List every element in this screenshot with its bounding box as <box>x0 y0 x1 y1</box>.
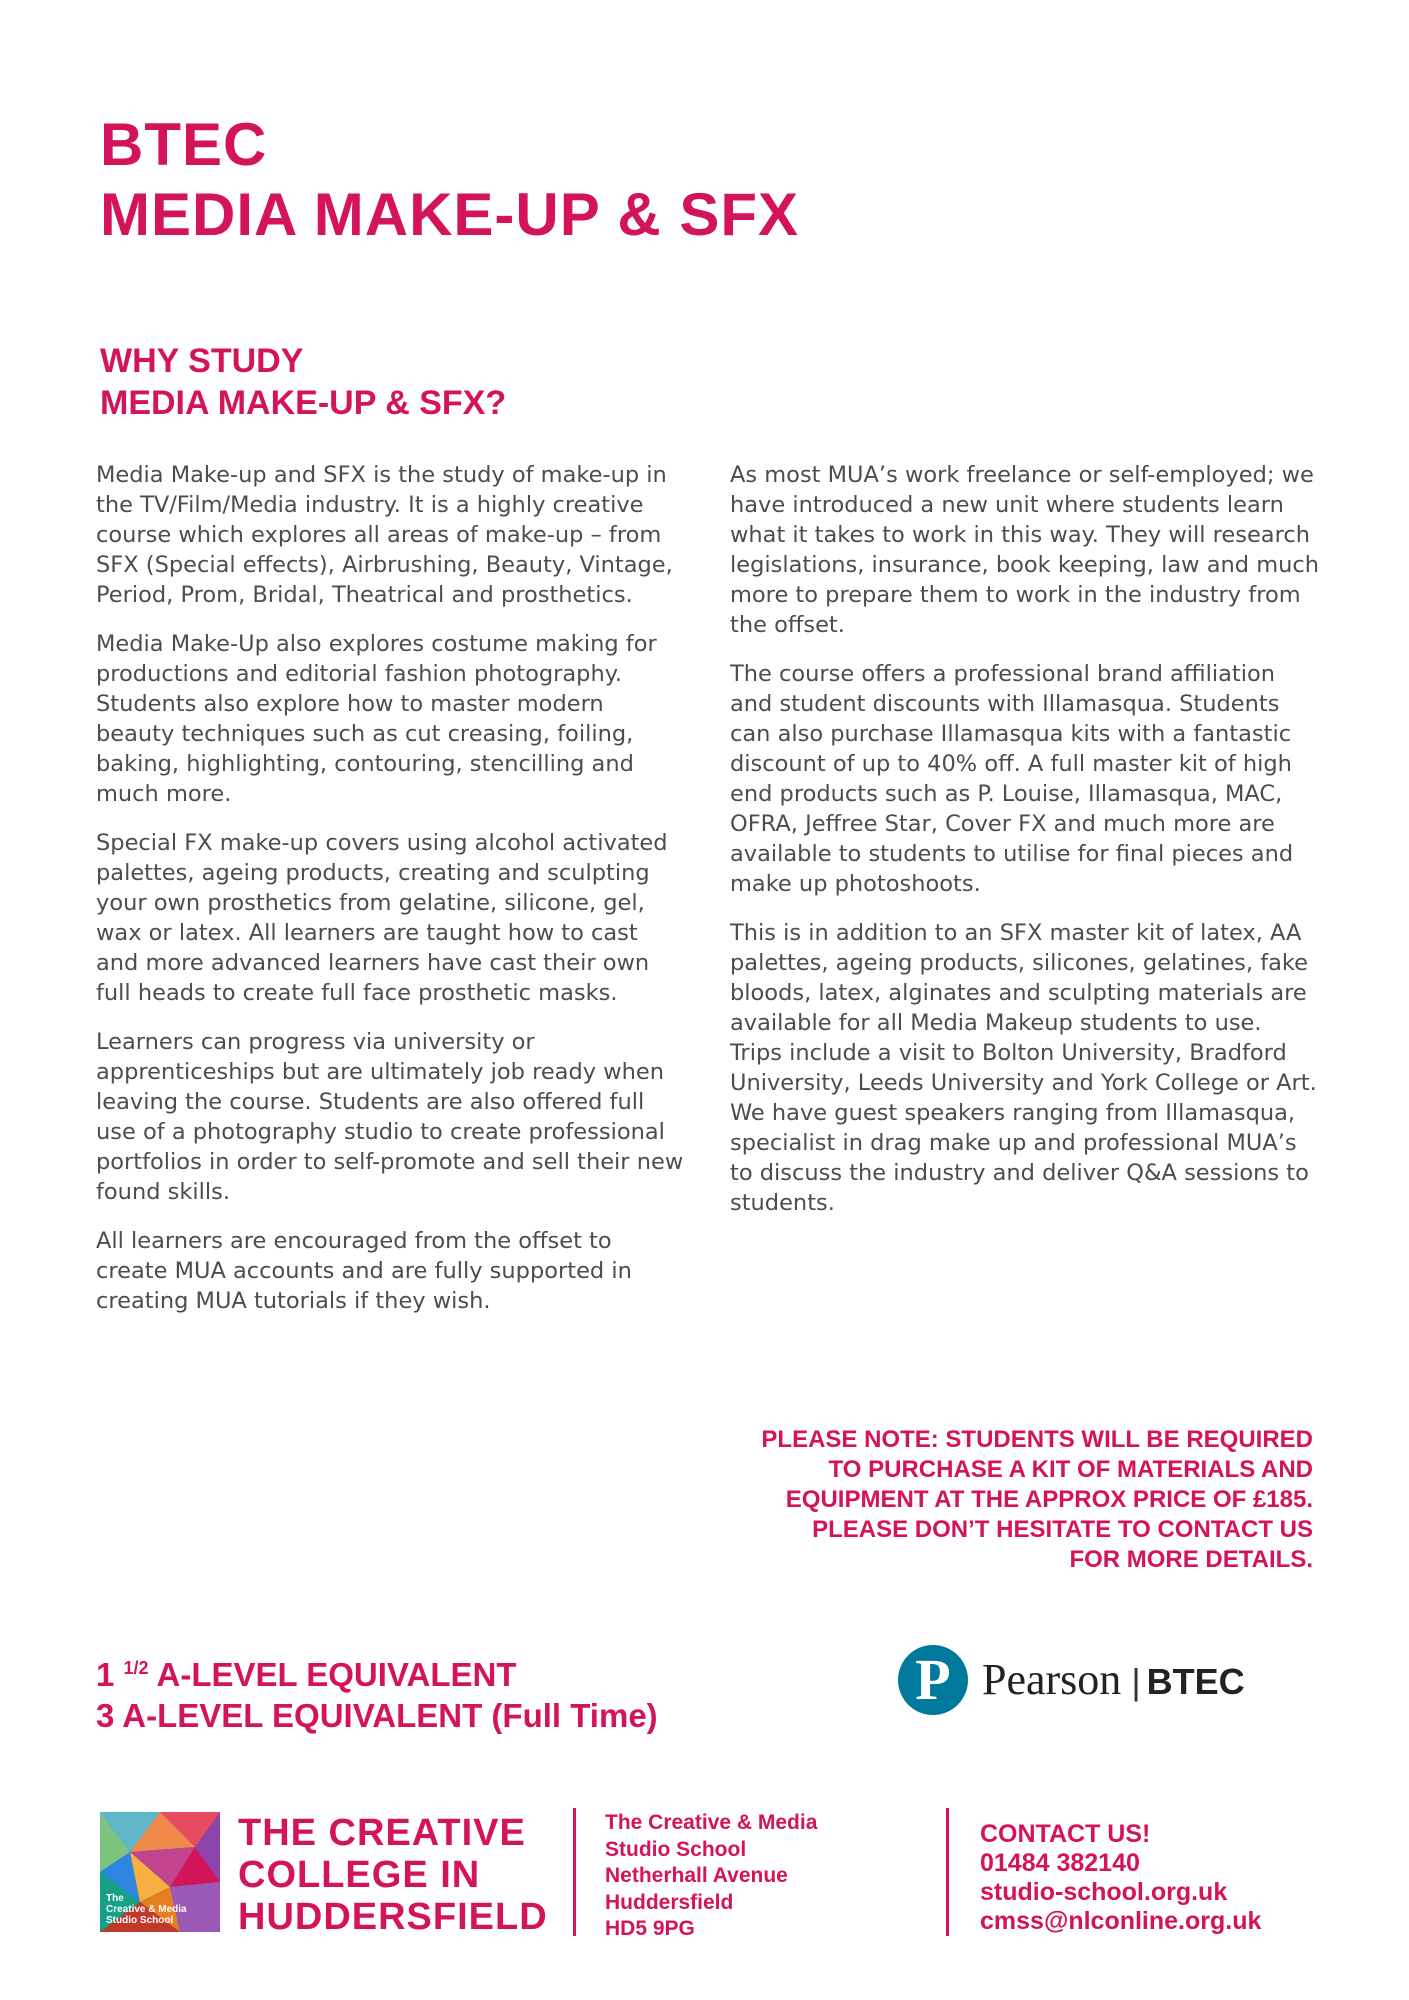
left-paragraph-4: Learners can progress via university or apprenticeships but are ultimately job ready when leaving the course. Students are also offered full use of a photography studio to create professional portfolios in order to self-promote and sell their new found skills. <box>96 1029 684 1205</box>
left-paragraph-2: Media Make-Up also explores costume making for productions and editorial fashion photography. Students also explore how to master modern beauty techniques such as cut creasing, foiling, baking, highlighting, contouring, stencilling and much more. <box>96 631 657 807</box>
equivalence-number: 1 <box>96 1656 115 1693</box>
note-line-5: FOR MORE DETAILS. <box>1069 1546 1313 1573</box>
pearson-btec-logo <box>898 1645 1298 1725</box>
pearson-separator: | <box>1131 1661 1141 1702</box>
pearson-wordmark <box>982 1655 1245 1707</box>
pearson-name: Pearson <box>982 1655 1122 1704</box>
equivalence-line-1 <box>96 1648 658 1695</box>
equivalence-line-2: 3 A-LEVEL EQUIVALENT (Full Time) <box>96 1697 658 1734</box>
equivalence-text: A-LEVEL EQUIVALENT <box>156 1656 517 1693</box>
right-paragraph-2: The course offers a professional brand affiliation and student discounts with Illamasqua. Students can also purchase Illamasqua kits with a fantastic discount of up to 40% off. A full master kit of high end products such as P. Louise, Illamasqua, MAC, OFRA, Jeffree Star, Cover FX and much more are available to students to utilise for final pieces and make up photoshoots. <box>730 661 1294 897</box>
college-line-3: HUDDERSFIELD <box>238 1896 548 1938</box>
page-title <box>100 110 799 250</box>
note-line-2: TO PURCHASE A KIT OF MATERIALS AND <box>828 1456 1313 1483</box>
contact-phone[interactable]: 01484 382140 <box>980 1849 1140 1877</box>
contact-heading: CONTACT US! <box>980 1820 1151 1848</box>
note-line-4: PLEASE DON’T HESITATE TO CONTACT US <box>812 1516 1313 1543</box>
logo-text <box>106 1893 187 1926</box>
left-paragraph-1: Media Make-up and SFX is the study of make-up in the TV/Film/Media industry. It is a highly creative course which explores all areas of make-up – from SFX (Special effects), Airbrushing, Beauty, Vintage, Period, Prom, Bridal, Theatrical and prosthetics. <box>96 462 673 608</box>
studio-school-logo <box>100 1812 220 1932</box>
address-line-5: HD5 9PG <box>605 1917 695 1940</box>
college-line-2: COLLEGE IN <box>238 1854 481 1896</box>
address-line-1: The Creative & Media <box>605 1811 818 1834</box>
footer-divider-2 <box>946 1808 949 1936</box>
contact-email[interactable]: cmss@nlconline.org.uk <box>980 1907 1262 1935</box>
pearson-btec-text: BTEC <box>1146 1661 1245 1702</box>
footer-divider-1 <box>573 1808 576 1936</box>
address-line-3: Netherhall Avenue <box>605 1864 788 1887</box>
section-heading <box>100 340 506 424</box>
subtitle-line-2: MEDIA MAKE-UP & SFX? <box>100 384 507 422</box>
kit-price-note <box>693 1425 1313 1575</box>
logo-line-3: Studio School <box>106 1915 174 1926</box>
left-column <box>96 460 686 1335</box>
college-line-1: THE CREATIVE <box>238 1812 526 1854</box>
right-column <box>730 460 1320 1237</box>
pearson-p-icon: P <box>898 1645 968 1715</box>
left-paragraph-3: Special FX make-up covers using alcohol activated palettes, ageing products, creating and sculpting your own prosthetics from gelatine, silicone, gel, wax or latex. All learners are taught how to cast and more advanced learners have cast their own full heads to create full face prosthetic masks. <box>96 830 668 1006</box>
address-line-4: Huddersfield <box>605 1890 734 1914</box>
title-line-2: MEDIA MAKE-UP & SFX <box>100 181 800 248</box>
college-name <box>238 1812 548 1938</box>
note-line-1: PLEASE NOTE: STUDENTS WILL BE REQUIRED <box>761 1426 1313 1453</box>
logo-line-2: Creative & Media <box>106 1904 187 1915</box>
qualification-equivalence <box>96 1648 658 1736</box>
right-paragraph-1: As most MUA’s work freelance or self-employed; we have introduced a new unit where students learn what it takes to work in this way. They will research legislations, insurance, book keeping, law and much more to prepare them to work in the industry from the offset. <box>730 462 1319 638</box>
address-line-2: Studio School <box>605 1837 747 1861</box>
contact-website[interactable]: studio-school.org.uk <box>980 1878 1228 1906</box>
left-paragraph-5: All learners are encouraged from the offset to create MUA accounts and are fully supported in creating MUA tutorials if they wish. <box>96 1228 632 1314</box>
title-line-1: BTEC <box>100 111 268 178</box>
school-address <box>605 1810 905 1943</box>
equivalence-fraction: 1/2 <box>123 1658 149 1678</box>
logo-line-1: The <box>106 1893 124 1904</box>
contact-block <box>980 1820 1310 1936</box>
subtitle-line-1: WHY STUDY <box>100 342 304 380</box>
note-line-3: EQUIPMENT AT THE APPROX PRICE OF £185. <box>785 1486 1313 1513</box>
right-paragraph-3: This is in addition to an SFX master kit of latex, AA palettes, ageing products, silicones, gelatines, fake bloods, latex, alginates and sculpting materials are available for all Media Makeup students to use. Trips include a visit to Bolton University, Bradford University, Leeds University and York College or Art. We have guest speakers ranging from Illamasqua, specialist in drag make up and professional MUA’s to discuss the industry and deliver Q&A sessions to students. <box>730 920 1317 1216</box>
